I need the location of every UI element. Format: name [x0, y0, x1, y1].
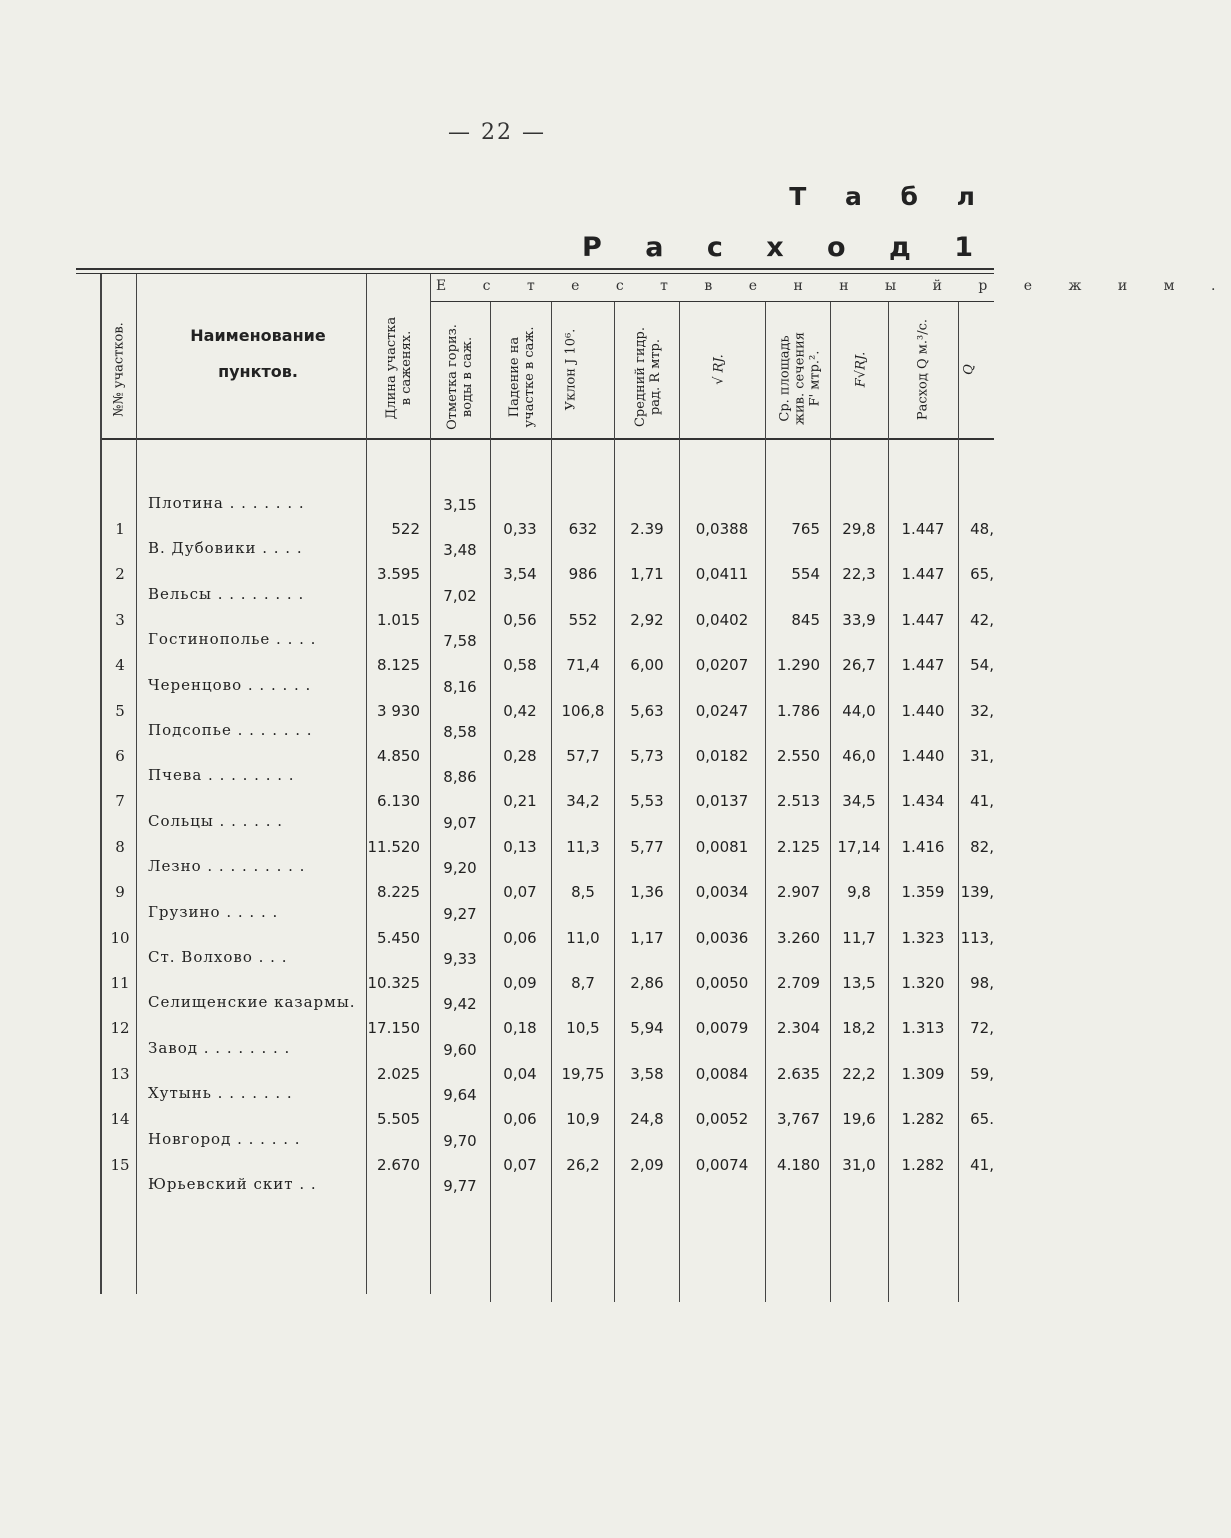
segment-f-sqrt-rj: 31,0 [842, 1155, 876, 1174]
segment-sqrt-rj: 0,0081 [695, 837, 749, 856]
segment-fall: 0,21 [503, 792, 537, 811]
column-rule [490, 302, 491, 1302]
segment-last-column: 65, [970, 565, 994, 584]
segment-length: 10.325 [367, 974, 420, 992]
segment-last-column: 41, [970, 1155, 994, 1174]
segment-slope: 19,75 [561, 1064, 605, 1083]
station-water-mark: 9,70 [443, 1131, 477, 1150]
segment-last-column: 98, [970, 974, 994, 992]
column-rule [551, 302, 552, 1302]
segment-discharge: 1.447 [901, 610, 945, 629]
station-water-mark: 8,58 [443, 723, 477, 741]
station-name: Селищенские казармы. [148, 993, 356, 1012]
segment-discharge: 1.447 [901, 520, 945, 538]
segment-sqrt-rj: 0,0079 [695, 1019, 749, 1038]
segment-slope: 106,8 [561, 701, 605, 720]
station-water-mark: 9,77 [443, 1177, 477, 1195]
station-water-mark: 8,86 [443, 768, 477, 787]
segment-length: 8.125 [377, 656, 420, 675]
station-water-mark: 9,60 [443, 1040, 477, 1059]
station-water-mark: 8,16 [443, 677, 477, 696]
segment-fall: 0,28 [503, 747, 537, 765]
segment-last-column: 48, [970, 520, 994, 538]
segment-area: 2.125 [777, 837, 820, 856]
segment-slope: 34,2 [566, 792, 600, 811]
segment-fall: 0,09 [503, 974, 537, 992]
segment-number: 10 [110, 928, 130, 947]
segment-radius: 24,8 [630, 1110, 664, 1129]
segment-f-sqrt-rj: 44,0 [842, 701, 876, 720]
station-water-mark: 9,07 [443, 813, 477, 832]
station-name: Завод . . . . . . . . [148, 1038, 291, 1057]
segment-discharge: 1.309 [901, 1064, 945, 1083]
segment-last-column: 59, [970, 1064, 994, 1083]
station-water-mark: 9,27 [443, 904, 477, 923]
segment-slope: 8,7 [571, 974, 595, 992]
segment-discharge: 1.434 [901, 792, 945, 811]
segment-discharge: 1.440 [901, 747, 945, 765]
segment-f-sqrt-rj: 22,2 [842, 1064, 876, 1083]
segment-sqrt-rj: 0,0388 [695, 520, 749, 538]
segment-last-column: 41, [970, 792, 994, 811]
segment-slope: 632 [568, 520, 598, 538]
table-title-line-2: Р а с х о д 1 [582, 232, 990, 263]
segment-length: 17.150 [367, 1019, 420, 1038]
segment-discharge: 1.323 [901, 928, 945, 947]
top-double-rule-2 [76, 273, 994, 274]
station-water-mark: 9,33 [443, 950, 477, 968]
segment-radius: 5,73 [630, 747, 664, 765]
station-name: Сольцы . . . . . . [148, 811, 284, 830]
top-double-rule-1 [76, 268, 994, 270]
header-last-column: Q [961, 364, 977, 375]
segment-area: 2.635 [777, 1064, 820, 1083]
segment-f-sqrt-rj: 19,6 [842, 1110, 876, 1129]
segment-f-sqrt-rj: 33,9 [842, 610, 876, 629]
segment-f-sqrt-rj: 34,5 [842, 792, 876, 811]
segment-radius: 1,17 [630, 928, 664, 947]
station-name: Пчева . . . . . . . . [148, 766, 295, 785]
segment-radius: 5,53 [630, 792, 664, 811]
segment-last-column: 31, [970, 747, 994, 765]
segment-number: 13 [110, 1064, 130, 1083]
segment-fall: 0,42 [503, 701, 537, 720]
segment-sqrt-rj: 0,0411 [695, 565, 749, 584]
segment-sqrt-rj: 0,0052 [695, 1110, 749, 1129]
segment-length: 5.450 [377, 928, 420, 947]
segment-number: 9 [115, 883, 125, 902]
segment-area: 2.513 [777, 792, 820, 811]
header-fall: Падение на участке в саж. [507, 326, 537, 428]
segment-number: 14 [110, 1110, 130, 1129]
header-hydraulic-radius: Средний гидр. рад. R мтр. [633, 326, 663, 428]
station-name: Грузино . . . . . [148, 902, 279, 921]
column-rule [958, 302, 959, 1302]
table-title-line-1: Т а б л [789, 182, 990, 211]
segment-number: 1 [115, 520, 125, 538]
segment-discharge: 1.320 [901, 974, 945, 992]
segment-f-sqrt-rj: 9,8 [847, 883, 871, 902]
station-name: Юрьевский скит . . [148, 1175, 317, 1193]
segment-number: 11 [110, 974, 130, 992]
segment-radius: 2,92 [630, 610, 664, 629]
segment-radius: 2,09 [630, 1155, 664, 1174]
segment-length: 4.850 [377, 747, 420, 765]
segment-last-column: 54, [970, 656, 994, 675]
segment-last-column: 65. [970, 1110, 994, 1129]
segment-slope: 986 [568, 565, 598, 584]
segment-number: 2 [115, 565, 125, 584]
segment-f-sqrt-rj: 29,8 [842, 520, 876, 538]
segment-number: 5 [115, 701, 125, 720]
segment-length: 11.520 [367, 837, 420, 856]
segment-number: 6 [115, 747, 125, 765]
segment-area: 554 [791, 565, 820, 584]
segment-fall: 3,54 [503, 565, 537, 584]
segment-slope: 552 [568, 610, 598, 629]
header-sqrt-rj: √ RJ. [711, 354, 727, 385]
segment-f-sqrt-rj: 13,5 [842, 974, 876, 992]
column-rule [430, 274, 431, 1294]
column-rule [765, 302, 766, 1302]
segment-slope: 10,9 [566, 1110, 600, 1129]
segment-fall: 0,06 [503, 928, 537, 947]
segment-number: 12 [110, 1019, 130, 1038]
segment-sqrt-rj: 0,0137 [695, 792, 749, 811]
segment-sqrt-rj: 0,0207 [695, 656, 749, 675]
segment-last-column: 42, [970, 610, 994, 629]
station-water-mark: 9,64 [443, 1086, 477, 1105]
column-rule [888, 302, 889, 1302]
station-name: Гостинополье . . . . [148, 630, 317, 649]
segment-length: 8.225 [377, 883, 420, 902]
segment-radius: 2.39 [630, 520, 664, 538]
segment-length: 522 [391, 520, 420, 538]
segment-discharge: 1.282 [901, 1110, 945, 1129]
segment-fall: 0,18 [503, 1019, 537, 1038]
segment-radius: 2,86 [630, 974, 664, 992]
segment-sqrt-rj: 0,0074 [695, 1155, 749, 1174]
station-water-mark: 3,48 [443, 541, 477, 560]
segment-sqrt-rj: 0,0247 [695, 701, 749, 720]
segment-area: 2.304 [777, 1019, 820, 1038]
header-discharge: Расход Q м.³/с. [915, 318, 931, 421]
segment-sqrt-rj: 0,0036 [695, 928, 749, 947]
station-water-mark: 7,58 [443, 632, 477, 651]
segment-number: 15 [110, 1155, 130, 1174]
segment-radius: 5,77 [630, 837, 664, 856]
segment-last-column: 82, [970, 837, 994, 856]
segment-area: 3.260 [777, 928, 820, 947]
segment-radius: 5,63 [630, 701, 664, 720]
segment-f-sqrt-rj: 18,2 [842, 1019, 876, 1038]
segment-fall: 0,04 [503, 1064, 537, 1083]
segment-area: 2.907 [777, 883, 820, 902]
segment-last-column: 32, [970, 701, 994, 720]
segment-last-column: 113, [960, 928, 994, 947]
segment-f-sqrt-rj: 46,0 [842, 747, 876, 765]
segment-slope: 8,5 [571, 883, 595, 902]
segment-last-column: 139, [960, 883, 994, 902]
header-water-mark: Отметка гориз. воды в саж. [445, 324, 475, 430]
segment-fall: 0,33 [503, 520, 537, 538]
station-name: Плотина . . . . . . . [148, 494, 305, 512]
column-rule [830, 302, 831, 1302]
segment-f-sqrt-rj: 17,14 [837, 837, 881, 856]
segment-area: 2.709 [777, 974, 820, 992]
segment-discharge: 1.416 [901, 837, 945, 856]
segment-fall: 0,07 [503, 883, 537, 902]
column-rule [366, 274, 367, 1294]
segment-sqrt-rj: 0,0034 [695, 883, 749, 902]
column-rule [100, 274, 102, 1294]
station-water-mark: 7,02 [443, 586, 477, 605]
segment-sqrt-rj: 0,0402 [695, 610, 749, 629]
header-slope: Уклон J 10⁶. [563, 328, 579, 411]
station-water-mark: 9,42 [443, 995, 477, 1014]
station-name: Хутынь . . . . . . . [148, 1084, 293, 1103]
segment-sqrt-rj: 0,0182 [695, 747, 749, 765]
header-bottom-rule [100, 438, 994, 440]
segment-number: 7 [115, 792, 125, 811]
segment-radius: 1,36 [630, 883, 664, 902]
page-number: — 22 — [448, 120, 546, 145]
segment-slope: 71,4 [566, 656, 600, 675]
header-f-sqrt-rj: F√RJ. [853, 351, 869, 388]
segment-area: 1.786 [777, 701, 820, 720]
segment-slope: 57,7 [566, 747, 600, 765]
header-section-area: Ср. площадь жив. сечения F' мтр.². [777, 332, 823, 425]
column-rule [614, 302, 615, 1302]
station-name: Черенцово . . . . . . [148, 675, 312, 694]
segment-discharge: 1.359 [901, 883, 945, 902]
station-name: Вельсы . . . . . . . . [148, 584, 305, 603]
column-rule [679, 302, 680, 1302]
segment-fall: 0,07 [503, 1155, 537, 1174]
station-name: Новгород . . . . . . [148, 1129, 301, 1148]
group-underline [430, 301, 994, 302]
segment-f-sqrt-rj: 22,3 [842, 565, 876, 584]
segment-discharge: 1.313 [901, 1019, 945, 1038]
segment-number: 4 [115, 656, 125, 675]
segment-fall: 0,58 [503, 656, 537, 675]
segment-area: 3,767 [777, 1110, 820, 1129]
header-segment-number: №№ участков. [111, 322, 127, 417]
segment-area: 2.550 [777, 747, 820, 765]
segment-slope: 26,2 [566, 1155, 600, 1174]
segment-sqrt-rj: 0,0050 [695, 974, 749, 992]
segment-length: 6.130 [377, 792, 420, 811]
segment-area: 4.180 [777, 1155, 820, 1174]
segment-discharge: 1.282 [901, 1155, 945, 1174]
segment-length: 5.505 [377, 1110, 420, 1129]
segment-area: 765 [791, 520, 820, 538]
segment-number: 3 [115, 610, 125, 629]
station-water-mark: 9,20 [443, 859, 477, 878]
segment-slope: 11,3 [566, 837, 600, 856]
segment-radius: 3,58 [630, 1064, 664, 1083]
column-rule [136, 274, 137, 1294]
segment-last-column: 72, [970, 1019, 994, 1038]
segment-discharge: 1.447 [901, 656, 945, 675]
header-segment-length: Длина участка в саженях. [384, 316, 414, 420]
segment-radius: 6,00 [630, 656, 664, 675]
header-point-name: Наименование пунктов. [190, 326, 326, 381]
segment-fall: 0,56 [503, 610, 537, 629]
station-name: Ст. Волхово . . . [148, 948, 288, 966]
segment-length: 3 930 [377, 701, 420, 720]
segment-f-sqrt-rj: 26,7 [842, 656, 876, 675]
station-name: В. Дубовики . . . . [148, 539, 303, 558]
segment-discharge: 1.447 [901, 565, 945, 584]
segment-fall: 0,13 [503, 837, 537, 856]
station-name: Лезно . . . . . . . . . [148, 857, 306, 876]
segment-length: 3.595 [377, 565, 420, 584]
segment-length: 2.670 [377, 1155, 420, 1174]
segment-area: 845 [791, 610, 820, 629]
station-water-mark: 3,15 [443, 496, 477, 514]
segment-sqrt-rj: 0,0084 [695, 1064, 749, 1083]
segment-fall: 0,06 [503, 1110, 537, 1129]
segment-length: 1.015 [377, 610, 420, 629]
segment-length: 2.025 [377, 1064, 420, 1083]
segment-radius: 5,94 [630, 1019, 664, 1038]
segment-number: 8 [115, 837, 125, 856]
segment-slope: 11,0 [566, 928, 600, 947]
segment-slope: 10,5 [566, 1019, 600, 1038]
segment-discharge: 1.440 [901, 701, 945, 720]
segment-f-sqrt-rj: 11,7 [842, 928, 876, 947]
segment-area: 1.290 [777, 656, 820, 675]
segment-radius: 1,71 [630, 565, 664, 584]
station-name: Подсопье . . . . . . . [148, 721, 313, 739]
header-natural-regime: Е с т е с т в е н н ы й р е ж и м . [436, 278, 1231, 294]
